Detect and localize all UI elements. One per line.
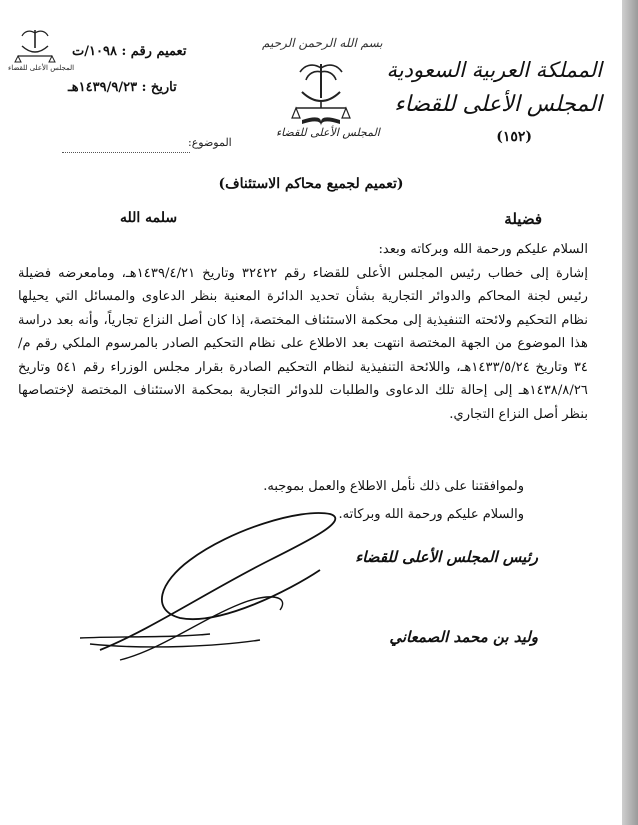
handwritten-signature — [60, 500, 380, 670]
signatory-title: رئيس المجلس الأعلى للقضاء — [355, 548, 538, 566]
small-logo-caption: المجلس الأعلى للقضاء — [8, 64, 75, 72]
salutation: السلام عليكم ورحمة الله وبركاته وبعد: — [378, 242, 588, 257]
kingdom-name: المملكة العربية السعودية — [386, 58, 602, 82]
basmala: بسم الله الرحمن الرحيم — [262, 36, 383, 50]
circular-number: تعميم رقم : ١٠٩٨/ت — [72, 44, 187, 59]
page-edge-shadow — [622, 0, 638, 825]
closing-line: ولموافقتنا على ذلك نأمل الاطلاع والعمل بموجبه. — [263, 479, 524, 494]
letter-body — [18, 238, 588, 426]
council-number: (١٥٢) — [496, 129, 532, 145]
letter-title: (تعميم لجميع محاكم الاستئناف) — [218, 176, 404, 192]
regards-line: والسلام عليكم ورحمة الله وبركاته. — [338, 507, 524, 522]
subject-line — [62, 152, 190, 153]
addressee-greeting: سلمه الله — [120, 210, 178, 226]
main-paragraph: إشارة إلى خطاب رئيس المجلس الأعلى للقضاء رقم ٣٢٤٢٢ وتاريخ ١٤٣٩/٤/٢١هـ، ومامعرضه فضيلة رئيس لجنة المحاكم والدوائر التجارية بشأن تحديد الدائرة المعنية بنظر الدعاوى والمسائل التي يحيلها نظام التحكيم ولائحته التنفيذية إلى محكمة الاستئناف المختصة، إذا كان أصل النزاع تجارياً، وأنه بعد دراسة هذا الموضوع من الجهة المختصة انتهت بعد الاطلاع على نظام التحكيم الصادر بالمرسوم الملكي رقم م/٣٤ وتاريخ ١٤٣٣/٥/٢٤هـ، واللائحة التنفيذية لنظام التحكيم الصادرة بقرار مجلس الوزراء رقم ٥٤١ وتاريخ ١٤٣٨/٨/٢٦هـ إلى إحالة تلك الدعاوى والطلبات للدوائر التجارية بمحكمة الاستئناف المختصة لإختصاصها بنظر أصل النزاع التجاري. — [18, 265, 588, 422]
subject-label: الموضوع: — [188, 136, 232, 149]
emblem-caption: المجلس الأعلى للقضاء — [276, 126, 380, 139]
addressee-honorific: فضيلة — [504, 210, 542, 228]
circular-date: تاريخ : ١٤٣٩/٩/٢٣هـ — [68, 80, 177, 95]
signatory-name: وليد بن محمد الصمعاني — [389, 628, 538, 646]
council-name: المجلس الأعلى للقضاء — [394, 92, 602, 117]
